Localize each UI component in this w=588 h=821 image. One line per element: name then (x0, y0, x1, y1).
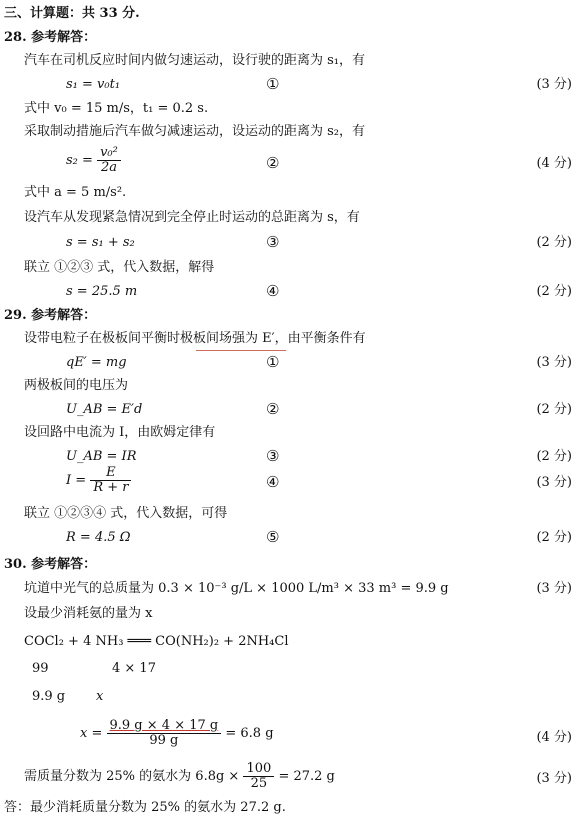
q30-points-1: (3 分) (536, 581, 572, 596)
q28-label: 28. 参考解答： (4, 30, 97, 45)
q28-formula-3: s = s₁ + s₂ (66, 235, 135, 250)
q30-ratio-row-1-b: 4 × 17 (112, 661, 156, 676)
q30-points-3: (3 分) (536, 771, 572, 786)
q28-line-4: 式中 a = 5 m/s². (24, 185, 127, 200)
q29-formula-4-fraction (90, 466, 131, 495)
q30-answer: 答：最少消耗质量分数为 25% 的氨水为 27.2 g. (4, 800, 286, 815)
q28-line-5: 设汽车从发现紧急情况到完全停止时运动的总距离为 s，有 (24, 210, 360, 225)
q29-formula-4-numerator: E (90, 466, 131, 481)
q28-line-1: 汽车在司机反应时间内做匀速运动，设行驶的距离为 s₁，有 (24, 53, 366, 68)
q30-formula (80, 719, 274, 748)
q30-formula-denominator: 99 g (149, 733, 179, 748)
q28-marker-4: ④ (266, 282, 280, 300)
q28-formula-2-fraction (97, 146, 121, 175)
q28-formula-2-lhs: s₂ = (66, 153, 93, 168)
q30-label: 30. 参考解答： (4, 557, 97, 572)
q30-line-3-fraction (243, 762, 274, 791)
q30-line-2: 设最少消耗氨的量为 x (24, 606, 153, 621)
q29-formula-4-denominator: R + r (93, 480, 129, 495)
q29-marker-5: ⑤ (266, 528, 280, 546)
q28-line-6: 联立 ①②③ 式，代入数据，解得 (24, 260, 215, 275)
q28-formula-4: s = 25.5 m (66, 284, 138, 299)
q30-chemical-equation: COCl₂ + 4 NH₃ ═══ CO(NH₂)₂ + 2NH₄Cl (24, 634, 289, 649)
q30-line-3-pre: 需质量分数为 25% 的氨水为 6.8g × (24, 769, 240, 784)
q28-points-1: (3 分) (536, 77, 572, 92)
q29-marker-2: ② (266, 400, 280, 418)
q28-formula-2 (66, 146, 121, 175)
q29-points-1: (3 分) (536, 355, 572, 370)
section-header: 三、计算题：共 33 分. (4, 6, 140, 21)
q29-line-2: 两极板间的电压为 (24, 378, 129, 393)
q29-points-2: (2 分) (536, 402, 572, 417)
q30-line-3-post: = 27.2 g (278, 769, 335, 784)
q29-marker-3: ③ (266, 447, 280, 465)
q28-formula-2-numerator: v₀² (97, 146, 121, 161)
q29-formula-5: R = 4.5 Ω (66, 530, 131, 545)
q30-ratio-row-1-a: 99 (32, 661, 49, 676)
q28-marker-2: ② (266, 154, 280, 172)
q29-marker-4: ④ (266, 473, 280, 491)
red-pen-underline (196, 336, 286, 351)
q28-formula-1: s₁ = v₀t₁ (66, 77, 121, 92)
q30-line-3 (24, 762, 335, 791)
q28-points-3: (2 分) (536, 235, 572, 250)
q30-formula-rhs: = 6.8 g (225, 726, 274, 741)
q30-line-1: 坑道中光气的总质量为 0.3 × 10⁻³ g/L × 1000 L/m³ × 33 m³ = 9.9 g (24, 581, 449, 596)
q28-marker-3: ③ (266, 233, 280, 251)
q29-points-5: (2 分) (536, 530, 572, 545)
q30-points-2: (4 分) (536, 730, 572, 745)
q29-points-3: (2 分) (536, 449, 572, 464)
q30-formula-lhs: x = (80, 726, 103, 741)
q28-marker-1: ① (266, 75, 280, 93)
q29-label: 29. 参考解答： (4, 308, 97, 323)
q29-line-4: 联立 ①②③④ 式，代入数据，可得 (24, 506, 228, 521)
q29-line-3: 设回路中电流为 I，由欧姆定律有 (24, 425, 216, 440)
q28-line-2: 式中 v₀ = 15 m/s，t₁ = 0.2 s. (24, 101, 209, 116)
q28-points-4: (2 分) (536, 284, 572, 299)
q30-ratio-row-2-a: 9.9 g (32, 689, 66, 704)
q29-formula-4 (66, 466, 131, 495)
q29-marker-1: ① (266, 353, 280, 371)
q28-line-3: 采取制动措施后汽车做匀减速运动，设运动的距离为 s₂，有 (24, 124, 366, 139)
q29-line-1: 设带电粒子在极板间平衡时极板间场强为 E′，由平衡条件有 (24, 331, 366, 346)
q30-line-3-numerator: 100 (243, 762, 274, 777)
q29-formula-3: U_AB = IR (66, 449, 137, 464)
q30-line-3-denominator: 25 (250, 776, 268, 791)
q28-formula-2-denominator: 2a (100, 160, 117, 175)
q29-points-4: (3 分) (536, 475, 572, 490)
q30-ratio-row-2-b: x (96, 689, 104, 704)
q29-formula-2: U_AB = E′d (66, 402, 143, 417)
q29-formula-1: qE′ = mg (66, 355, 127, 370)
q30-formula-fraction (107, 719, 222, 748)
q28-points-2: (4 分) (536, 156, 572, 171)
q29-formula-4-lhs: I = (66, 473, 87, 488)
q30-formula-numerator: 9.9 g × 4 × 17 g (107, 719, 222, 734)
